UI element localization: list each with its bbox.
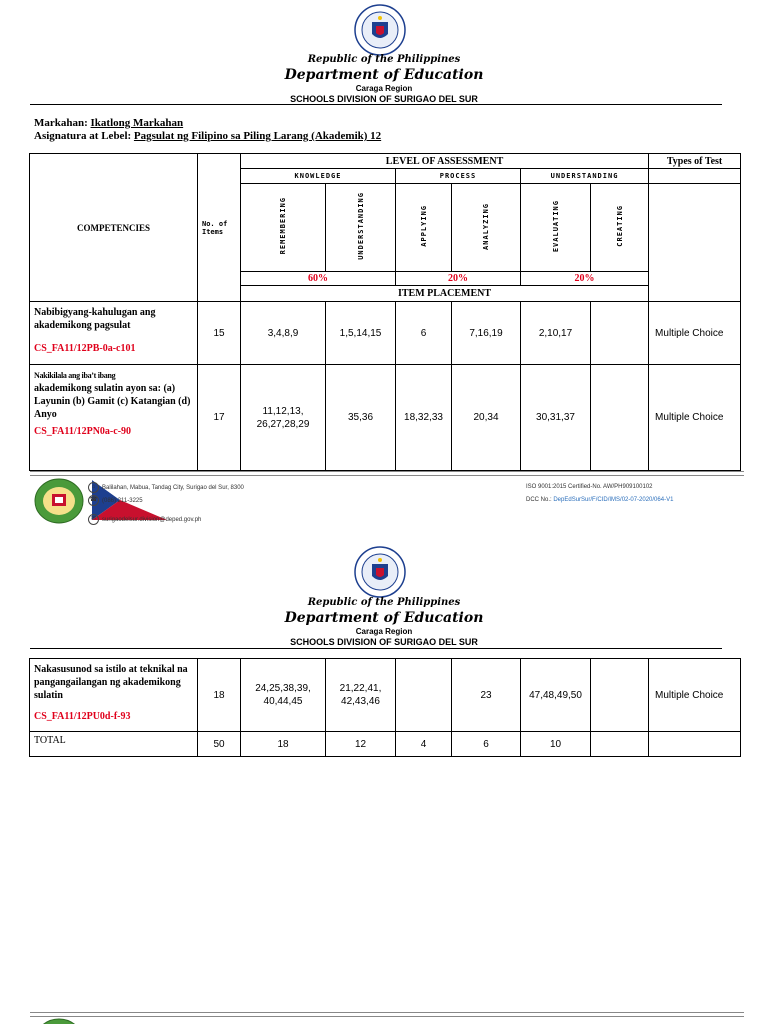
types-blank-1: [649, 169, 741, 184]
total-remembering: 18: [241, 732, 326, 757]
deped-seal-icon: [354, 4, 406, 56]
region-text: Caraga Region: [355, 84, 413, 93]
department-title: Department of Education: [284, 610, 484, 626]
evaluating-cell: 30,31,37: [521, 365, 591, 471]
competency-cell: [30, 302, 198, 365]
no-items-header: No. of Items: [198, 154, 241, 302]
evaluating-col: [521, 184, 591, 272]
dcc-line: [526, 497, 673, 503]
competencies-header: COMPETENCIES: [30, 154, 198, 302]
competency-code: CS_FA11/12PB-0a-c101: [34, 343, 136, 354]
analyzing-col: [452, 184, 521, 272]
phone-text: (086) 211-3225: [102, 498, 143, 505]
applying-cell: 18,32,33: [396, 365, 452, 471]
deped-seal-icon: [354, 546, 406, 598]
understanding-cell: 35,36: [326, 365, 396, 471]
asignatura-value: Pagsulat ng Filipino sa Piling Larang (Akademik) 12: [133, 130, 382, 142]
remembering-cell: 11,12,13, 26,27,28,29: [241, 365, 326, 471]
division-text: SCHOOLS DIVISION OF SURIGAO DEL SUR: [290, 94, 478, 104]
total-understanding: 12: [326, 732, 396, 757]
total-items: 50: [198, 732, 241, 757]
applying-col: [396, 184, 452, 272]
table-row: [30, 365, 741, 471]
division-logo-icon: [34, 1018, 84, 1024]
markahan-label: Markahan:: [34, 117, 88, 129]
applying-cell: [396, 659, 452, 732]
department-title: Department of Education: [284, 67, 484, 83]
applying-label: APPLYING: [419, 205, 428, 247]
item-placement-header: ITEM PLACEMENT: [241, 286, 649, 302]
remembering-col: [241, 184, 326, 272]
total-evaluating: 10: [521, 732, 591, 757]
assessment-table: [29, 153, 741, 471]
email-text: surigaodelsur.division@deped.gov.ph: [102, 517, 202, 524]
understanding-cell: 21,22,41, 42,43,46: [326, 659, 396, 732]
location-icon: ⌂: [88, 482, 99, 493]
understanding-label: UNDERSTANDING: [356, 192, 365, 260]
understanding-header: UNDERSTANDING: [521, 169, 649, 184]
pct-knowledge: 60%: [241, 272, 396, 286]
total-label: TOTAL: [30, 732, 198, 757]
competency-text: akademikong sulatin ayon sa: (a) Layunin (b) Gamit (c) Katangian (d) Anyo: [34, 383, 191, 420]
analyzing-cell: 20,34: [452, 365, 521, 471]
understanding-cell: 1,5,14,15: [326, 302, 396, 365]
table-row: [30, 302, 741, 365]
republic-text: Republic of the Philippines: [307, 54, 461, 65]
footer-rule: [30, 1012, 744, 1017]
items-cell: 17: [198, 365, 241, 471]
types-header: Types of Test: [649, 154, 741, 169]
creating-col: [591, 184, 649, 272]
pct-understanding: 20%: [521, 272, 649, 286]
table-row: [30, 659, 741, 732]
competency-text: Nabibigyang-kahulugan ang akademikong pagsulat: [34, 307, 156, 331]
remembering-cell: 24,25,38,39, 40,44,45: [241, 659, 326, 732]
total-row: [30, 732, 741, 757]
items-cell: 18: [198, 659, 241, 732]
type-cell: Multiple Choice: [649, 302, 741, 365]
items-cell: 15: [198, 302, 241, 365]
division-logo-icon: [34, 478, 84, 524]
asignatura-label: Asignatura at Lebel:: [34, 130, 132, 142]
applying-cell: 6: [396, 302, 452, 365]
iso-text: ISO 9001:2015 Certified-No. AW/PH909100102: [526, 484, 653, 490]
competency-text-a: Nakikilala ang iba’t ibang: [34, 371, 116, 380]
creating-cell: [591, 365, 649, 471]
email-icon: ✉: [88, 514, 99, 525]
types-blank-2: [649, 184, 741, 302]
markahan-line: [34, 117, 183, 129]
total-type-blank: [649, 732, 741, 757]
type-cell: Multiple Choice: [649, 659, 741, 732]
competency-code: CS_FA11/12PN0a-c-90: [34, 426, 132, 437]
address-text: Balilahan, Mabua, Tandag City, Surigao del Sur, 8300: [102, 485, 244, 492]
assessment-table-continued: [29, 658, 741, 757]
footer-address: [88, 482, 244, 493]
competency-code: CS_FA11/12PU0d-f-93: [34, 711, 131, 722]
region-text: Caraga Region: [355, 627, 413, 636]
dcc-label: DCC No.:: [526, 497, 552, 503]
remembering-label: REMEMBERING: [279, 197, 287, 255]
evaluating-cell: 47,48,49,50: [521, 659, 591, 732]
evaluating-label: EVALUATING: [551, 199, 560, 253]
creating-cell: [591, 659, 649, 732]
footer-phone: [88, 495, 143, 506]
header-rule: [30, 648, 722, 649]
total-applying: 4: [396, 732, 452, 757]
footer-email: [88, 514, 201, 525]
knowledge-header: KNOWLEDGE: [241, 169, 396, 184]
asignatura-line: [34, 130, 381, 142]
phone-icon: ☎: [88, 495, 99, 506]
creating-cell: [591, 302, 649, 365]
total-analyzing: 6: [452, 732, 521, 757]
analyzing-cell: 7,16,19: [452, 302, 521, 365]
dcc-value: DepEdSurSur/F/CID/IMS/02-07-2020/064-V1: [553, 497, 674, 503]
total-creating: [591, 732, 649, 757]
evaluating-cell: 2,10,17: [521, 302, 591, 365]
pct-process: 20%: [396, 272, 521, 286]
republic-text: Republic of the Philippines: [307, 597, 461, 608]
analyzing-label: ANALYZING: [482, 202, 490, 250]
analyzing-cell: 23: [452, 659, 521, 732]
division-text: SCHOOLS DIVISION OF SURIGAO DEL SUR: [290, 637, 478, 647]
creating-label: CREATING: [615, 205, 624, 247]
competency-cell: [30, 659, 198, 732]
header-rule: [30, 104, 722, 105]
process-header: PROCESS: [396, 169, 521, 184]
competency-text: Nakasusunod sa istilo at teknikal na pangangailangan ng akademikong sulatin: [34, 664, 188, 701]
level-header: LEVEL OF ASSESSMENT: [241, 154, 649, 169]
footer-rule: [30, 471, 744, 476]
understanding-col: [326, 184, 396, 272]
markahan-value: Ikatlong Markahan: [90, 117, 184, 129]
remembering-cell: 3,4,8,9: [241, 302, 326, 365]
competency-cell: [30, 365, 198, 471]
type-cell: Multiple Choice: [649, 365, 741, 471]
